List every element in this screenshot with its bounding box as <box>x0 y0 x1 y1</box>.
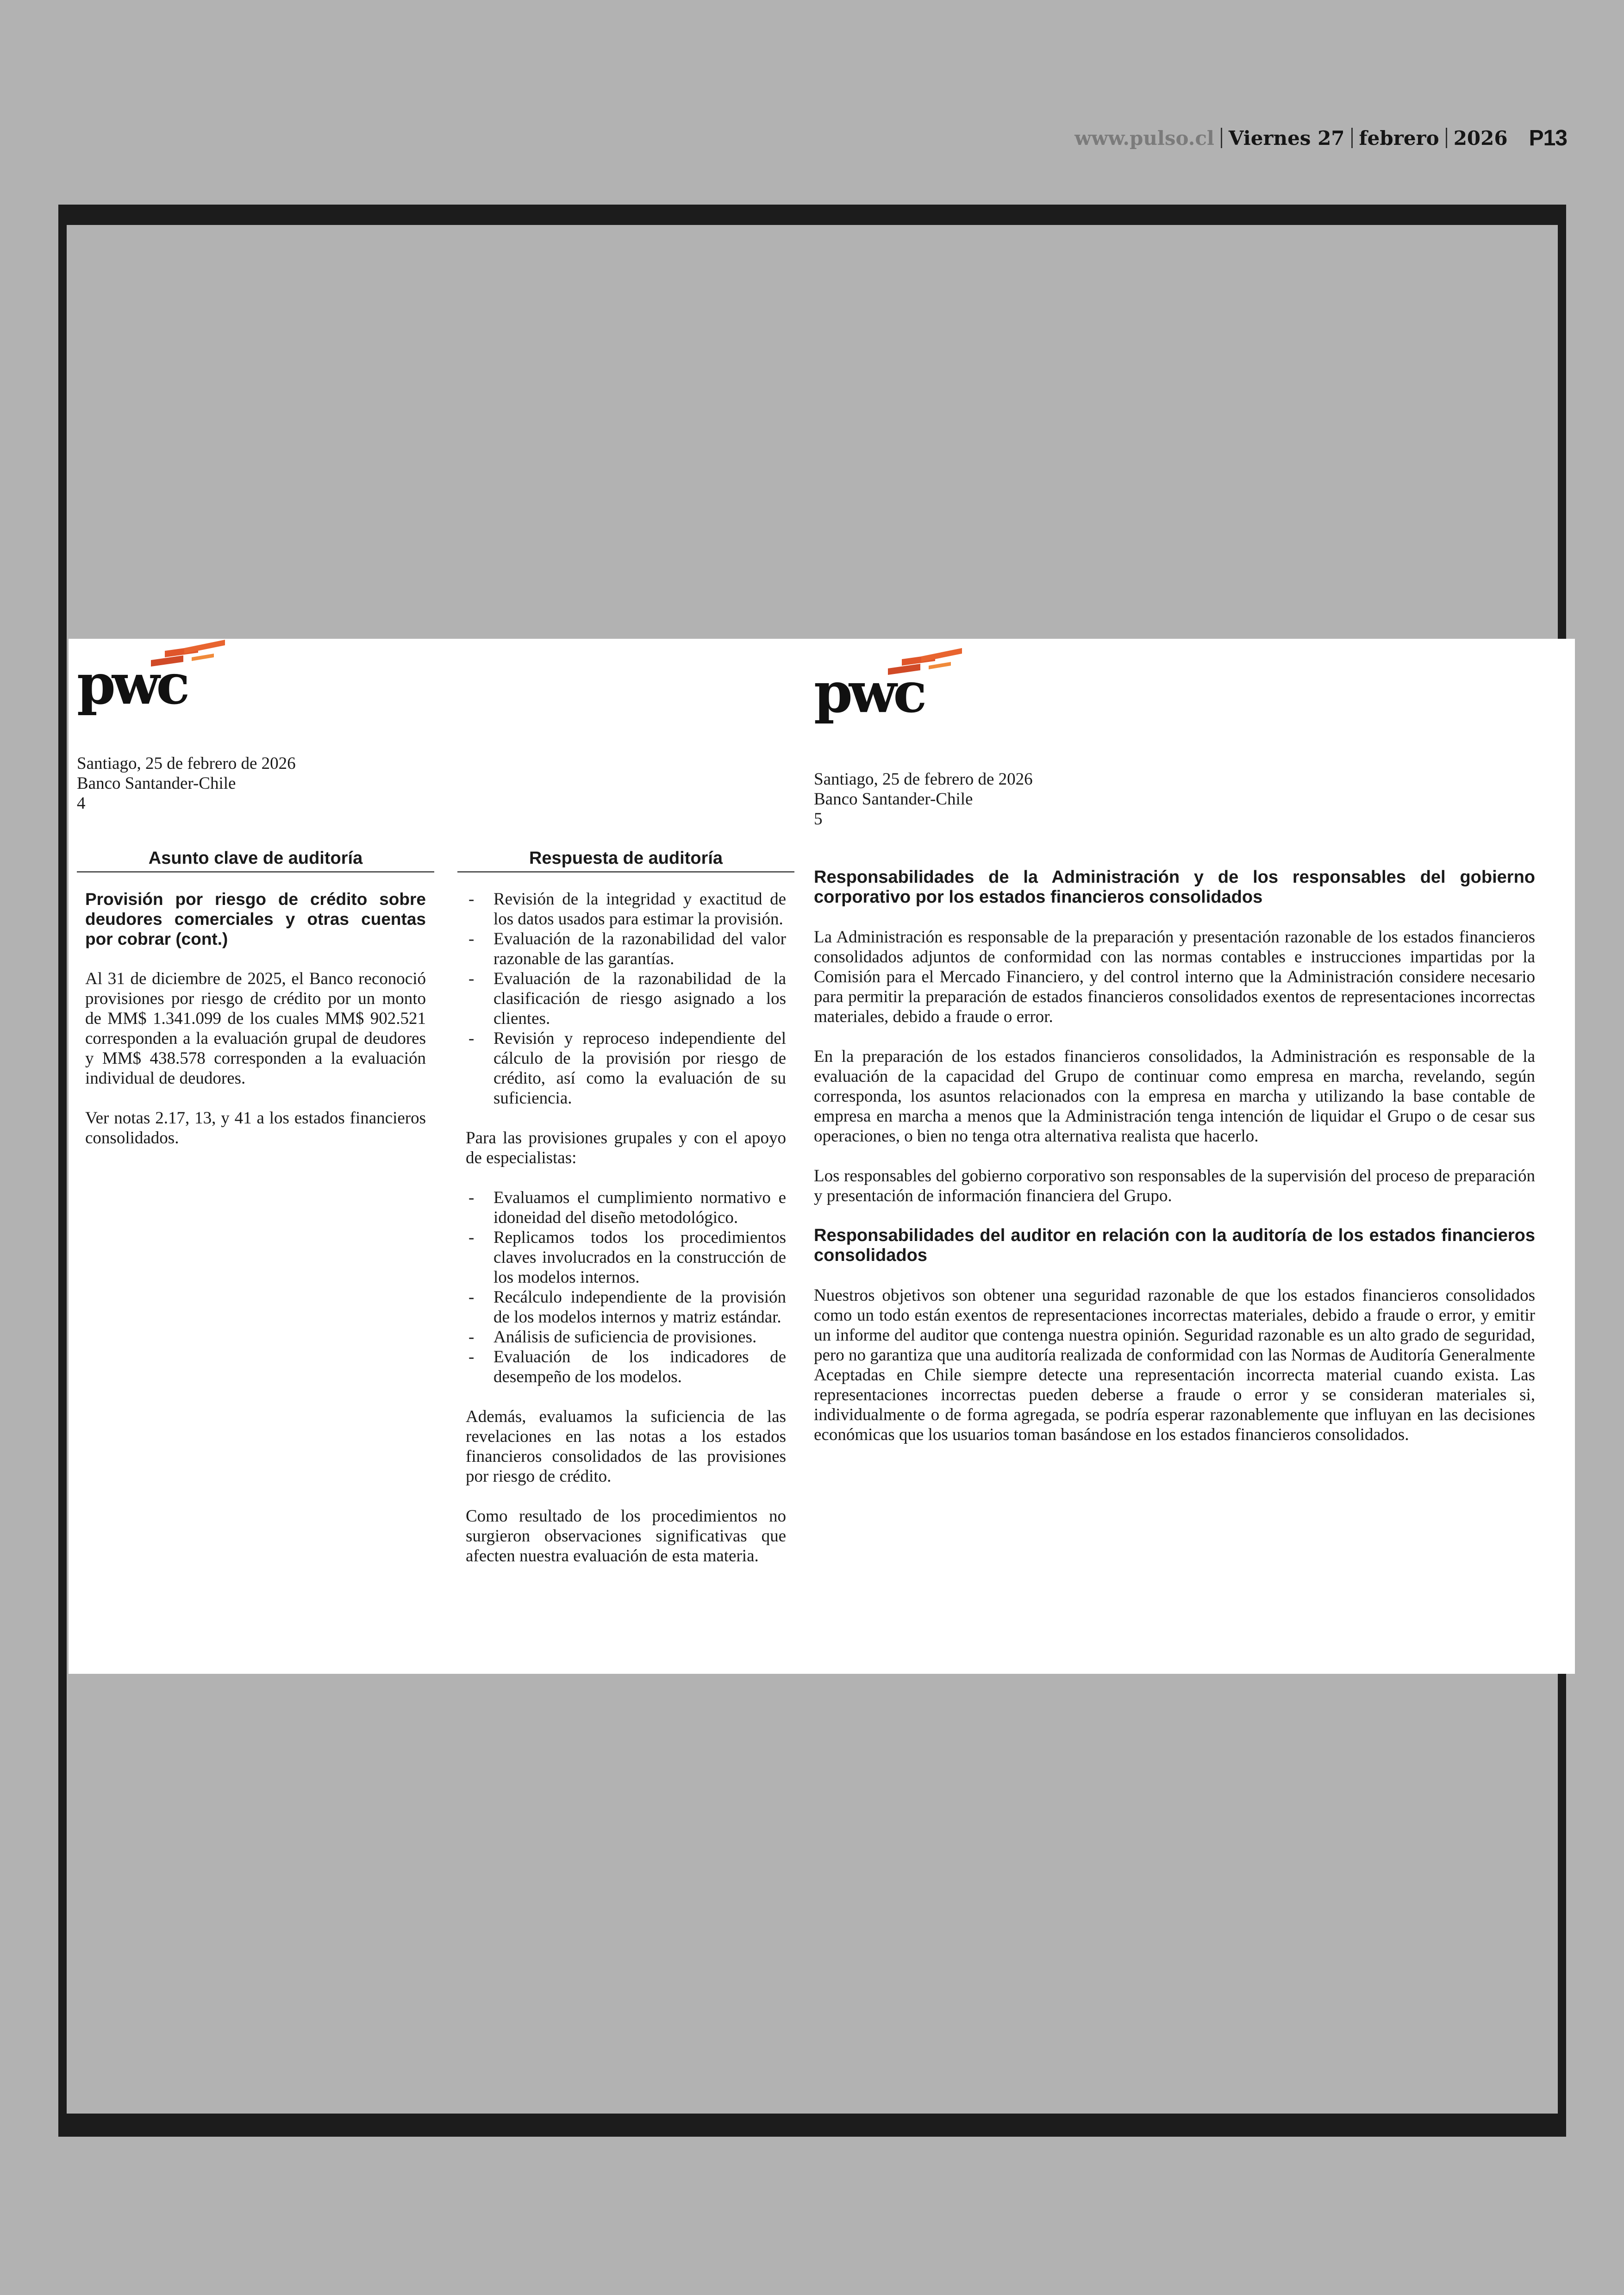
list-item: - Revisión de la integridad y exactitud de los datos usados para estimar la provisión. <box>466 889 786 929</box>
pwc-logo <box>814 647 967 723</box>
list-item: - Recálculo independiente de la provisión de los modelos internos y matriz estándar. <box>466 1287 786 1327</box>
response-intro: Para las provisiones grupales y con el apoyo de especialistas: <box>466 1129 786 1167</box>
page-prefix: P <box>1529 125 1543 150</box>
header-divider <box>1221 128 1222 148</box>
header-month: febrero <box>1359 126 1439 150</box>
list-item: - Evaluación de la razonabilidad de la clasificación de riesgo asignado a los clientes. <box>466 969 786 1029</box>
list-item: - Revisión y reproceso independiente del cálculo de la provisión por riesgo de crédito, así como la evaluación de su suficiencia. <box>466 1029 786 1108</box>
body-paragraph: Los responsables del gobierno corporativo son responsables de la supervisión del proceso de preparación y presentación de información financiera del Grupo. <box>814 1166 1535 1205</box>
list-item: - Evaluamos el cumplimiento normativo e idoneidad del diseño metodológico. <box>466 1188 786 1228</box>
list-item: - Replicamos todos los procedimientos claves involucrados en la construcción de los modelos internos. <box>466 1228 786 1287</box>
header-divider <box>1446 128 1447 148</box>
body-paragraph: La Administración es responsable de la preparación y presentación razonable de los estados financieros consolidados adjuntos de conformidad con las normas contables e instrucciones impartidas por la Comisión para el Mercado Financiero, y del control interno que la Administración considere necesario para permitir la preparación de estados financieros consolidados exentos de representaciones incorrectas materiales, debido a fraude o error. <box>814 928 1535 1026</box>
response-list-1 <box>466 889 786 1108</box>
place-date: Santiago, 25 de febrero de 2026 <box>77 754 296 773</box>
report-page-left <box>69 639 797 1674</box>
report-meta <box>77 754 296 813</box>
place-date: Santiago, 25 de febrero de 2026 <box>814 770 1033 789</box>
site-url[interactable]: www.pulso.cl <box>1074 126 1214 150</box>
matter-notes-reference: Ver notas 2.17, 13, y 41 a los estados financieros consolidados. <box>85 1109 426 1148</box>
column-header-respuesta: Respuesta de auditoría <box>457 848 794 873</box>
list-item: - Análisis de suficiencia de provisiones. <box>466 1327 786 1347</box>
body-paragraph: En la preparación de los estados financieros consolidados, la Administración es responsable de la evaluación de la capacidad del Grupo de continuar como empresa en marcha, revelando, según corresponda, los asuntos relacionados con la empresa en marcha y utilizando la base contable de empresa en marcha a menos que la Administración tenga intención de liquidar el Grupo o de cesar sus operaciones, o bien no tenga otra alternativa realista que hacerlo. <box>814 1047 1535 1146</box>
column-header-asunto: Asunto clave de auditoría <box>77 848 434 873</box>
list-item: - Evaluación de la razonabilidad del valor razonable de las garantías. <box>466 929 786 969</box>
header-day: Viernes 27 <box>1228 126 1345 150</box>
header-divider <box>1351 128 1353 148</box>
list-item: - Evaluación de los indicadores de desempeño de los modelos. <box>466 1347 786 1387</box>
responsibilities-section <box>814 867 1535 1445</box>
newspaper-header <box>1074 124 1567 152</box>
svg-text:pwc: pwc <box>814 660 924 723</box>
page-number-value: 13 <box>1543 125 1567 150</box>
report-page-right <box>814 639 1575 1674</box>
response-conclusion: Como resultado de los procedimientos no surgieron observaciones significativas que afecten nuestra evaluación de esta materia. <box>466 1507 786 1565</box>
pwc-logo <box>77 639 230 715</box>
pwc-logo-icon <box>77 639 230 715</box>
matter-paragraph: Al 31 de diciembre de 2025, el Banco reconoció provisiones por riesgo de crédito por un monto de MM$ 1.341.099 de los cuales MM$ 902.521 corresponden a la evaluación grupal de deudores y MM$ 438.578 corresponden a la evaluación individual de deudores. <box>85 969 426 1088</box>
body-paragraph: Nuestros objetivos son obtener una seguridad razonable de que los estados financieros consolidados como un todo están exentos de representaciones incorrectas materiales, debido a fraude o error, y emitir un informe del auditor que contenga nuestra opinión. Seguridad razonable es un alto grado de seguridad, pero no garantiza que una auditoría realizada de conformidad con las Normas de Auditoría Generalmente Aceptadas en Chile siempre detecte una representación incorrecta material cuando exista. Las representaciones incorrectas pueden deberse a fraude o error y se consideran materiales si, individualmente o de forma agregada, se podría esperar razonablemente que influyan en las decisiones económicas que los usuarios toman basándose en los estados financieros consolidados. <box>814 1286 1535 1444</box>
svg-text:pwc: pwc <box>77 652 187 715</box>
column-key-audit-matter <box>77 848 434 1148</box>
matter-title: Provisión por riesgo de crédito sobre deudores comerciales y otras cuentas por cobrar (cont.) <box>85 890 426 948</box>
section-heading: Responsabilidades de la Administración y de los responsables del gobierno corporativo por los estados financieros consolidados <box>814 867 1535 907</box>
report-page-number: 4 <box>77 794 86 813</box>
header-year: 2026 <box>1453 126 1508 150</box>
auditor-report-ad <box>69 639 1575 1674</box>
company-name: Banco Santander-Chile <box>814 790 973 809</box>
page-number <box>1529 125 1567 151</box>
report-meta <box>814 769 1033 829</box>
response-paragraph: Además, evaluamos la suficiencia de las revelaciones en las notas a los estados financieros consolidados de las provisiones por riesgo de crédito. <box>466 1407 786 1486</box>
pwc-logo-icon <box>814 647 967 723</box>
column-audit-response <box>457 848 794 1566</box>
response-list-2 <box>466 1188 786 1387</box>
company-name: Banco Santander-Chile <box>77 774 236 793</box>
section-heading: Responsabilidades del auditor en relación con la auditoría de los estados financieros consolidados <box>814 1226 1535 1265</box>
report-page-number: 5 <box>814 810 823 829</box>
